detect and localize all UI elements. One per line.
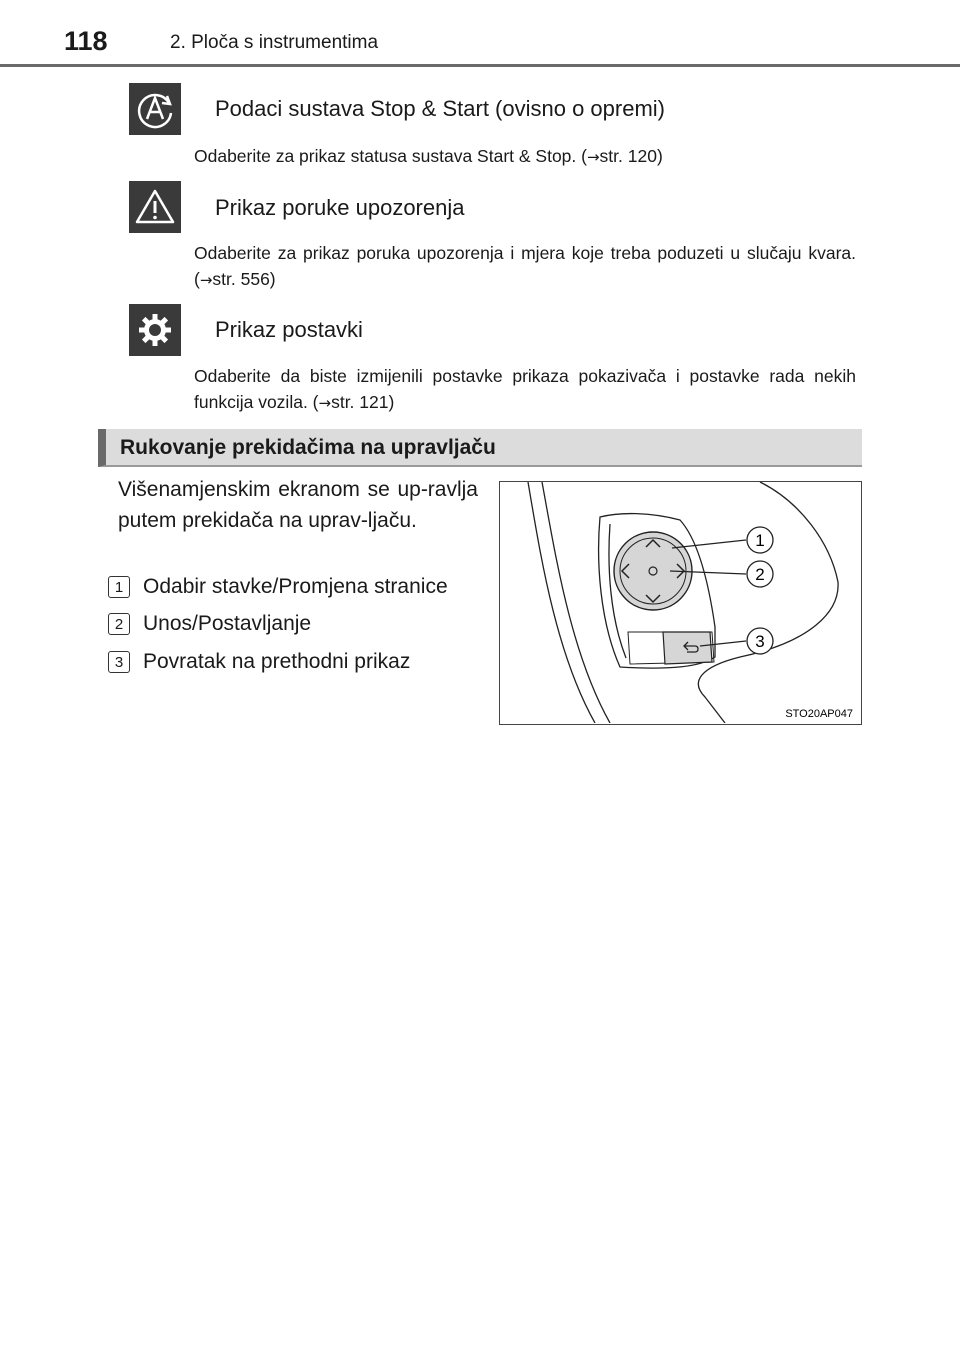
legend-number: 3 <box>108 651 130 673</box>
svg-text:1: 1 <box>755 531 765 550</box>
item-description: Odaberite za prikaz statusa sustava Start & Stop. (→str. 120) <box>194 146 663 166</box>
callout-3 <box>747 628 773 654</box>
steering-switch-figure <box>499 481 862 725</box>
warning-icon <box>129 181 181 233</box>
legend-item <box>108 575 448 599</box>
figure-code: STO20AP047 <box>785 708 853 720</box>
svg-text:2: 2 <box>755 565 765 584</box>
item-description: Odaberite za prikaz poruka upozorenja i mjera koje treba poduzeti u slučaju kvara. (→str. 556) <box>194 243 856 289</box>
legend-text: Odabir stavke/Promjena stranice <box>143 575 448 598</box>
chapter-title: 2. Ploča s instrumentima <box>170 32 379 53</box>
callout-2 <box>747 561 773 587</box>
legend-text: Povratak na prethodni prikaz <box>143 650 411 673</box>
gear-icon <box>129 304 181 356</box>
section-title: Rukovanje prekidačima na upravljaču <box>120 436 496 459</box>
legend-number: 1 <box>108 576 130 598</box>
item-title: Podaci sustava Stop & Start (ovisno o opremi) <box>215 96 665 121</box>
legend-text: Unos/Postavljanje <box>143 612 312 635</box>
item-description: Odaberite da biste izmijenili postavke prikaza pokazivača i postavke rada nekih funkcija vozila. (→str. 121) <box>194 366 856 412</box>
legend-item <box>108 612 311 636</box>
item-title: Prikaz poruke upozorenja <box>215 195 465 220</box>
item-title: Prikaz postavki <box>215 317 363 342</box>
steering-wheel-illustration <box>500 482 860 723</box>
legend-number: 2 <box>108 613 130 635</box>
callout-1 <box>747 527 773 553</box>
intro-paragraph: Višenamjenskim ekranom se up-ravlja putem prekidača na uprav-ljaču. <box>118 478 478 532</box>
legend-item <box>108 650 410 674</box>
section-heading <box>98 429 862 467</box>
stop-start-icon <box>129 83 181 135</box>
header-divider <box>0 64 960 67</box>
svg-text:3: 3 <box>755 632 765 651</box>
page-number: 118 <box>64 26 108 56</box>
